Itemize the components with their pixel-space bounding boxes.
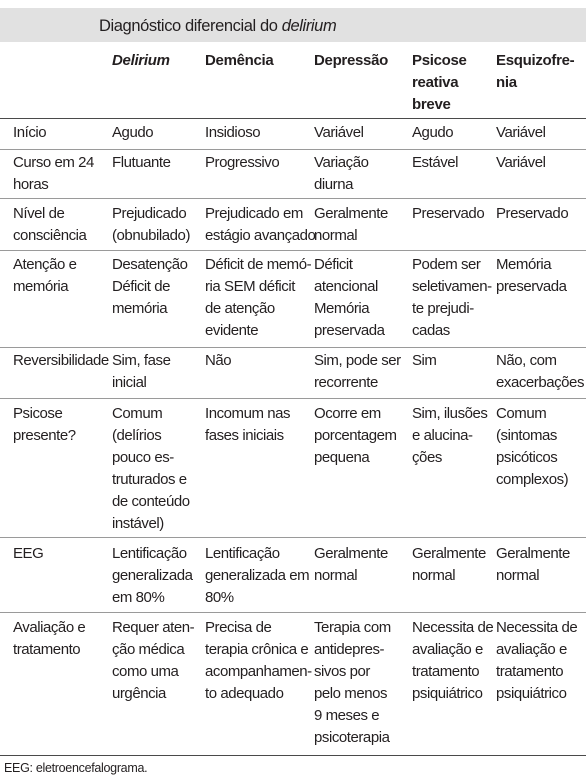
table-cell: Geralmente normal — [412, 545, 486, 584]
table-footnote: EEG: eletroencefalograma. — [4, 761, 148, 775]
row-label-reversibilidade: Reversibilidade — [13, 352, 109, 369]
table-cell: Sim, fase inicial — [112, 352, 171, 391]
row-label-inicio: Início — [13, 124, 47, 141]
row-divider — [0, 537, 586, 538]
header-divider — [0, 118, 586, 119]
table-title — [99, 17, 336, 36]
row-divider — [0, 612, 586, 613]
table-cell: Déficit atencional Memória preservada — [314, 256, 385, 339]
table-bottom-rule — [0, 755, 586, 756]
table-cell: Terapia com antidepres- sivos por pelo menos 9 meses e psicoterapia — [314, 619, 391, 746]
table-cell: Precisa de terapia crônica e acompanhamen- to adequado — [205, 619, 312, 702]
table-cell: Não — [205, 352, 232, 369]
row-label-eeg: EEG — [13, 545, 44, 562]
table-cell: Variável — [314, 124, 364, 141]
table-title-text: Diagnóstico diferencial do — [99, 17, 282, 35]
table-cell: Prejudicado (obnubilado) — [112, 205, 190, 244]
table-cell: Memória preservada — [496, 256, 567, 295]
table-cell: Agudo — [412, 124, 454, 141]
table-cell: Variável — [496, 154, 546, 171]
column-header-delirium: Delirium — [112, 52, 170, 69]
table-cell: Lentificação generalizada em 80% — [205, 545, 310, 606]
table-cell: Sim, pode ser recorrente — [314, 352, 401, 391]
table-cell: Sim — [412, 352, 437, 369]
table-cell: Podem ser seletivamen- te prejudi- cadas — [412, 256, 492, 339]
table-cell: Progressivo — [205, 154, 280, 171]
table-cell: Insidioso — [205, 124, 261, 141]
table-cell: Geralmente normal — [314, 545, 388, 584]
row-label-curso-24h: Curso em 24 horas — [13, 154, 94, 193]
row-divider — [0, 347, 586, 348]
table-cell: Necessita de avaliação e tratamento psiquiátrico — [496, 619, 578, 702]
row-divider — [0, 149, 586, 150]
table-cell: Lentificação generalizada em 80% — [112, 545, 193, 606]
table-cell: Geralmente normal — [314, 205, 388, 244]
table-cell: Geralmente normal — [496, 545, 570, 584]
row-divider — [0, 198, 586, 199]
table-cell: Comum (delírios pouco es- truturados e de conteúdo instável) — [112, 405, 190, 532]
row-label-psicose-presente: Psicose presente? — [13, 405, 76, 444]
table-cell: Requer aten- ção médica como uma urgência — [112, 619, 195, 702]
table-cell: Ocorre em porcentagem pequena — [314, 405, 397, 466]
column-header-depressao: Depressão — [314, 52, 389, 69]
table-cell: Desatenção Déficit de memória — [112, 256, 188, 317]
row-label-avaliacao-tratamento: Avaliação e tratamento — [13, 619, 86, 658]
table-cell: Variação diurna — [314, 154, 369, 193]
table-cell: Prejudicado em estágio avançado — [205, 205, 316, 244]
table-cell: Comum (sintomas psicóticos complexos) — [496, 405, 569, 488]
row-divider — [0, 250, 586, 251]
column-header-esquizofrenia: Esquizofre- nia — [496, 52, 575, 91]
table-title-band — [0, 8, 586, 42]
column-header-demencia: Demência — [205, 52, 274, 69]
row-divider — [0, 398, 586, 399]
table-cell: Agudo — [112, 124, 154, 141]
table-cell: Variável — [496, 124, 546, 141]
table-cell: Incomum nas fases iniciais — [205, 405, 291, 444]
table-title-italic: delirium — [281, 17, 337, 35]
table-cell: Não, com exacerbações — [496, 352, 584, 391]
table-cell: Necessita de avaliação e tratamento psiquiátrico — [412, 619, 494, 702]
row-label-atencao-memoria: Atenção e memória — [13, 256, 77, 295]
row-label-nivel-consciencia: Nível de consciência — [13, 205, 87, 244]
table-cell: Sim, ilusões e alucina- ções — [412, 405, 488, 466]
table-cell: Preservado — [496, 205, 569, 222]
table-cell: Preservado — [412, 205, 485, 222]
table-cell: Déficit de memó- ria SEM déficit de atenção evidente — [205, 256, 312, 339]
column-header-psicose-reativa-breve: Psicose reativa breve — [412, 52, 467, 113]
table-cell: Estável — [412, 154, 459, 171]
table-cell: Flutuante — [112, 154, 171, 171]
